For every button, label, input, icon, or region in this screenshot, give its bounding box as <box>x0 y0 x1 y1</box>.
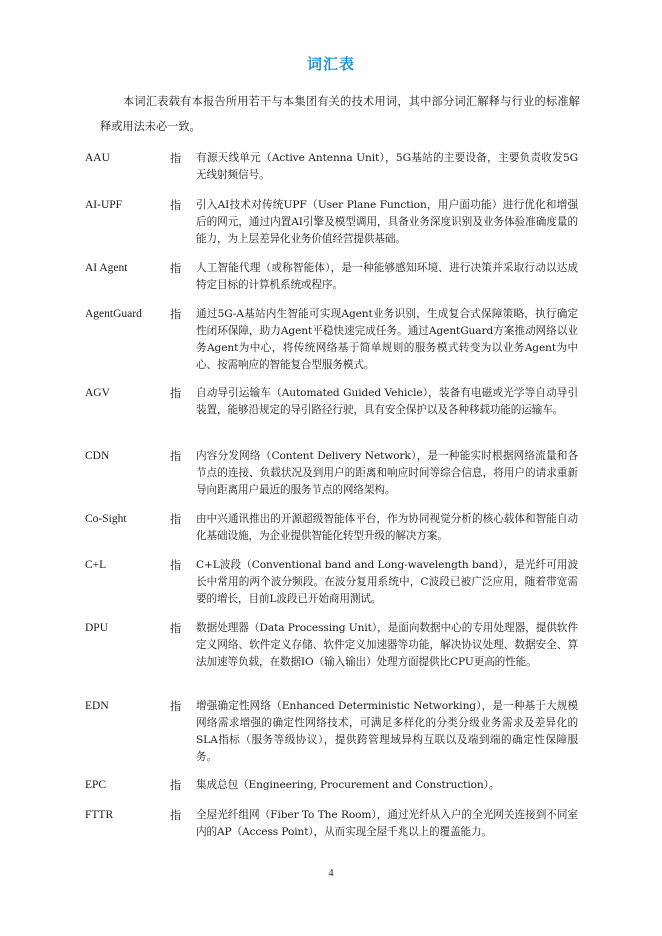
entry-definition: C+L波段（Conventional band and Long-wavelength band），是光纤可用波长中常用的两个波分频段。在波分复用系统中，C波段已被广泛应用，随着带宽需要的增长，目前L波段已开始商用测试。 <box>196 559 578 605</box>
entry-term: Co-Sight <box>85 513 127 525</box>
entry-definition: 通过5G-A基站内生智能可实现Agent业务识别，生成复合式保障策略，执行确定性闭环保障，助力Agent平稳快速完成任务。通过AgentGuard方案推动网络以业务Agent为中心，将传统网络基于简单规则的服务模式转变为以业务Agent为中心、按需响应的智能复合型服务模式。 <box>196 308 578 371</box>
entry-term: CDN <box>85 450 110 462</box>
entry-definition: 自动导引运输车（Automated Guided Vehicle），装备有电磁或光学等自动导引装置，能够沿规定的导引路径行驶，具有安全保护以及各种移载功能的运输车。 <box>196 387 578 416</box>
intro-paragraph: 本词汇表载有本报告所用若干与本集团有关的技术用词，其中部分词汇解释与行业的标准解释或用法未必一致。 <box>100 95 580 133</box>
entry-term: AAU <box>85 152 110 164</box>
entry-indicator: 指 <box>170 308 182 321</box>
entry-indicator: 指 <box>170 779 182 792</box>
entry-definition: 由中兴通讯推出的开源超级智能体平台，作为协同视觉分析的核心载体和智能自动化基础设施，为企业提供智能化转型升级的解决方案。 <box>196 513 578 542</box>
entry-term: AI Agent <box>85 262 128 274</box>
entry-indicator: 指 <box>170 700 182 713</box>
entry-term: EDN <box>85 700 109 712</box>
entry-indicator: 指 <box>170 199 182 212</box>
entry-definition: 人工智能代理（或称智能体），是一种能够感知环境、进行决策并采取行动以达成特定目标的计算机系统或程序。 <box>196 262 578 291</box>
entry-definition: 有源天线单元（Active Antenna Unit），5G基站的主要设备，主要负责收发5G无线射频信号。 <box>196 152 578 181</box>
entry-term: AgentGuard <box>85 308 142 320</box>
entry-term: AI-UPF <box>85 199 123 211</box>
entry-term: DPU <box>85 622 109 634</box>
entry-definition: 全屋光纤组网（Fiber To The Room），通过光纤从入户的全光网关连接到不同室内的AP（Access Point），从而实现全屋千兆以上的覆盖能力。 <box>196 809 578 838</box>
entry-indicator: 指 <box>170 262 182 275</box>
entry-definition: 增强确定性网络（Enhanced Deterministic Networking），是一种基于大规模网络需求增强的确定性网络技术，可满足多样化的分类分级业务需求及差异化的SLA指标（服务等级协议），提供跨管理域异构互联以及端到端的确定性保障服务。 <box>196 700 578 763</box>
entry-indicator: 指 <box>170 152 182 165</box>
entry-definition: 引入AI技术对传统UPF（User Plane Function，用户面功能）进行优化和增强后的网元，通过内置AI引擎及模型调用，具备业务深度识别及业务体验准确度量的能力，为上层差异化业务价值经营提供基础。 <box>196 199 578 245</box>
entry-indicator: 指 <box>170 559 182 572</box>
entry-term: EPC <box>85 779 107 791</box>
entry-term: FTTR <box>85 809 114 821</box>
entry-indicator: 指 <box>170 513 182 526</box>
entry-definition: 数据处理器（Data Processing Unit），是面向数据中心的专用处理器，提供软件定义网络、软件定义存储、软件定义加速器等功能，解决协议处理、数据安全、算法加速等负载，在数据IO（输入输出）处理方面提供比CPU更高的性能。 <box>196 622 578 668</box>
entry-term: C+L <box>85 559 107 571</box>
entry-definition: 内容分发网络（Content Delivery Network），是一种能实时根据网络流量和各节点的连接、负载状况及到用户的距离和响应时间等综合信息，将用户的请求重新导向距离用户最近的服务节点的网络架构。 <box>196 450 578 496</box>
entry-indicator: 指 <box>170 450 182 463</box>
entry-definition: 集成总包（Engineering, Procurement and Construction）。 <box>196 779 500 791</box>
page-title: 词汇表 <box>306 55 355 73</box>
entry-indicator: 指 <box>170 622 182 635</box>
page-number: 4 <box>328 868 334 879</box>
entry-term: AGV <box>85 387 110 399</box>
entry-indicator: 指 <box>170 387 182 400</box>
entry-indicator: 指 <box>170 809 182 822</box>
